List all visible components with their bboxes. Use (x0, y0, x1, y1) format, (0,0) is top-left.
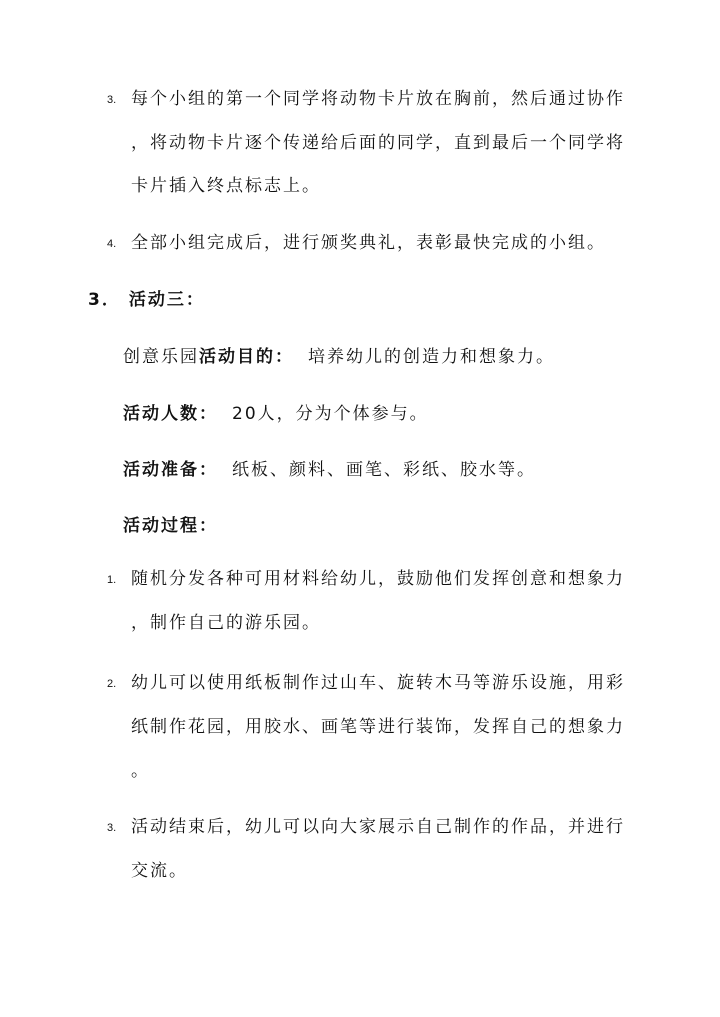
list-item-line: 随机分发各种可用材料给幼儿，鼓励他们发挥创意和想象力 (131, 569, 625, 589)
list-number: 3. (107, 822, 117, 834)
list-item-line: 活动结束后，幼儿可以向大家展示自己制作的作品，并进行 (131, 817, 625, 837)
prep-value: 纸板、颜料、画笔、彩纸、胶水等。 (232, 460, 536, 480)
activity-people (123, 402, 429, 426)
list-item-line: 卡片插入终点标志上。 (131, 176, 321, 196)
list-item-line: ，制作自己的游乐园。 (131, 613, 321, 633)
list-item-line: 交流。 (131, 861, 188, 881)
activity-goal (123, 345, 555, 369)
list-number: 3. (107, 94, 117, 106)
people-value: 20人，分为个体参与。 (232, 404, 429, 424)
goal-label: 活动目的： (199, 347, 294, 367)
people-label: 活动人数： (123, 404, 218, 424)
list-number: 4. (107, 238, 117, 250)
list-item-line: 每个小组的第一个同学将动物卡片放在胸前，然后通过协作 (131, 89, 625, 109)
list-item-line: 。 (131, 761, 150, 781)
list-item-line: ，将动物卡片逐个传递给后面的同学，直到最后一个同学将 (131, 133, 625, 153)
goal-value: 培养幼儿的创造力和想象力。 (308, 347, 555, 367)
list-item-line: 全部小组完成后，进行颁奖典礼，表彰最快完成的小组。 (131, 233, 606, 253)
activity-name: 创意乐园 (123, 347, 199, 367)
list-number: 1. (107, 574, 117, 586)
process-label: 活动过程： (123, 516, 218, 536)
activity-prep (123, 458, 536, 482)
prep-label: 活动准备： (123, 460, 218, 480)
section-number: 3． (88, 290, 121, 310)
section-heading (88, 288, 205, 312)
list-item-line: 纸制作花园，用胶水、画笔等进行装饰，发挥自己的想象力 (131, 717, 625, 737)
section-title: 活动三： (128, 290, 205, 310)
list-number: 2. (107, 678, 117, 690)
list-item-line: 幼儿可以使用纸板制作过山车、旋转木马等游乐设施，用彩 (131, 673, 625, 693)
